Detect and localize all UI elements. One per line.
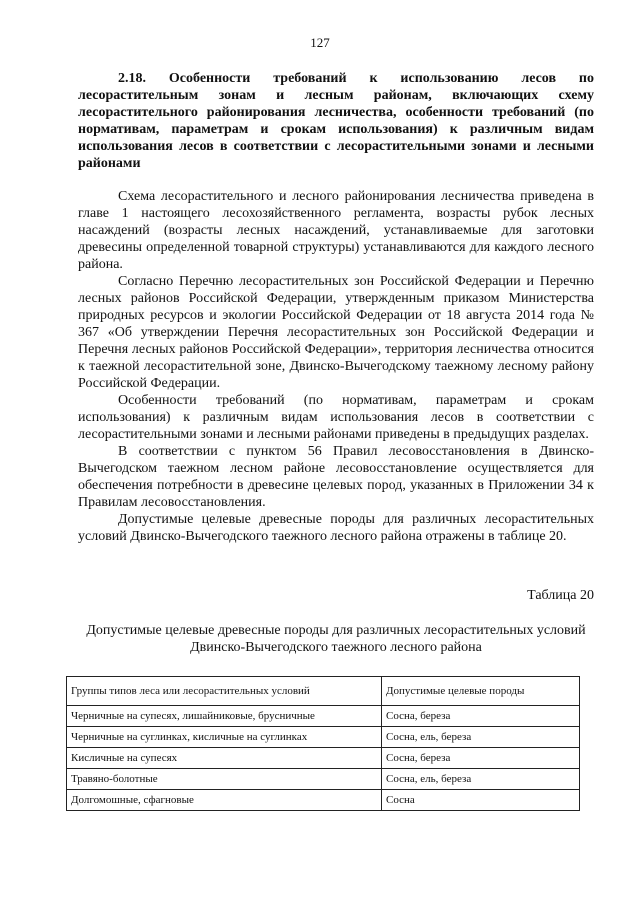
table-header-row [67,677,580,706]
table-cell: Сосна, ель, береза [382,769,580,790]
table-cell: Травяно-болотные [67,769,382,790]
table-cell: Сосна, ель, береза [382,727,580,748]
paragraph: Схема лесорастительного и лесного районирования лесничества приведена в главе 1 настоящего лесохозяйственного регламента, возрасты рубок лесных насаждений (возрасты лесных насаждений, устанавливаемые для заготовки древесины определенной товарной структуры) устанавливаются для каждого лесного района. [78,189,594,272]
section-heading: 2.18. Особенности требований к использованию лесов по лесорастительным зонам и лесным районам, включающих схему лесорастительного районирования лесничества, особенности требований (по нормативам, параметрам и срокам использования) к различным видам использования лесов в соответствии с лесорастительными зонами и лесными районами [78,71,594,171]
paragraph: Согласно Перечню лесорастительных зон Российской Федерации и Перечню лесных районов Российской Федерации, утвержденным приказом Министерства природных ресурсов и экологии Российской Федерации от 18 августа 2014 года № 367 «Об утверждении Перечня лесорастительных зон Российской Федерации и Перечня лесных районов Российской Федерации», территория лесничества относится к таежной лесорастительной зоне, Двинско-Вычегодскому таежному лесному району Российской Федерации. [78,274,594,391]
table-row [67,706,580,727]
species-table [66,676,580,811]
body-text [78,188,594,545]
table-row [67,769,580,790]
paragraph: Особенности требований (по нормативам, параметрам и срокам использования) к различным видам использования лесов в соответствии с лесорастительными зонами и лесными районами приведены в предыдущих разделах. [78,393,594,442]
table-row [67,748,580,769]
table-cell: Черничные на супесях, лишайниковые, брусничные [67,706,382,727]
paragraph: Допустимые целевые древесные породы для различных лесорастительных условий Двинско-Вычегодского таежного лесного района отражены в таблице 20. [78,512,594,544]
table-cell: Черничные на суглинках, кисличные на суглинках [67,727,382,748]
column-header-conditions: Группы типов леса или лесорастительных условий [67,677,382,706]
table-cell: Сосна [382,790,580,811]
table-cell: Сосна, береза [382,748,580,769]
table-cell: Сосна, береза [382,706,580,727]
table-cell: Кисличные на супесях [67,748,382,769]
column-header-species: Допустимые целевые породы [382,677,580,706]
page-number: 127 [310,35,330,50]
table-caption: Таблица 20 [527,588,594,603]
paragraph: В соответствии с пунктом 56 Правил лесовосстановления в Двинско-Вычегодском таежном лесном районе лесовосстановление осуществляется для обеспечения потребности в древесине целевых пород, указанных в Приложении 34 к Правилам лесовосстановления. [78,444,594,510]
table-row [67,790,580,811]
table-title: Допустимые целевые древесные породы для различных лесорастительных условий Двинско-Вычегодского таежного лесного района [86,623,586,655]
table-cell: Долгомошные, сфагновые [67,790,382,811]
table-row [67,727,580,748]
